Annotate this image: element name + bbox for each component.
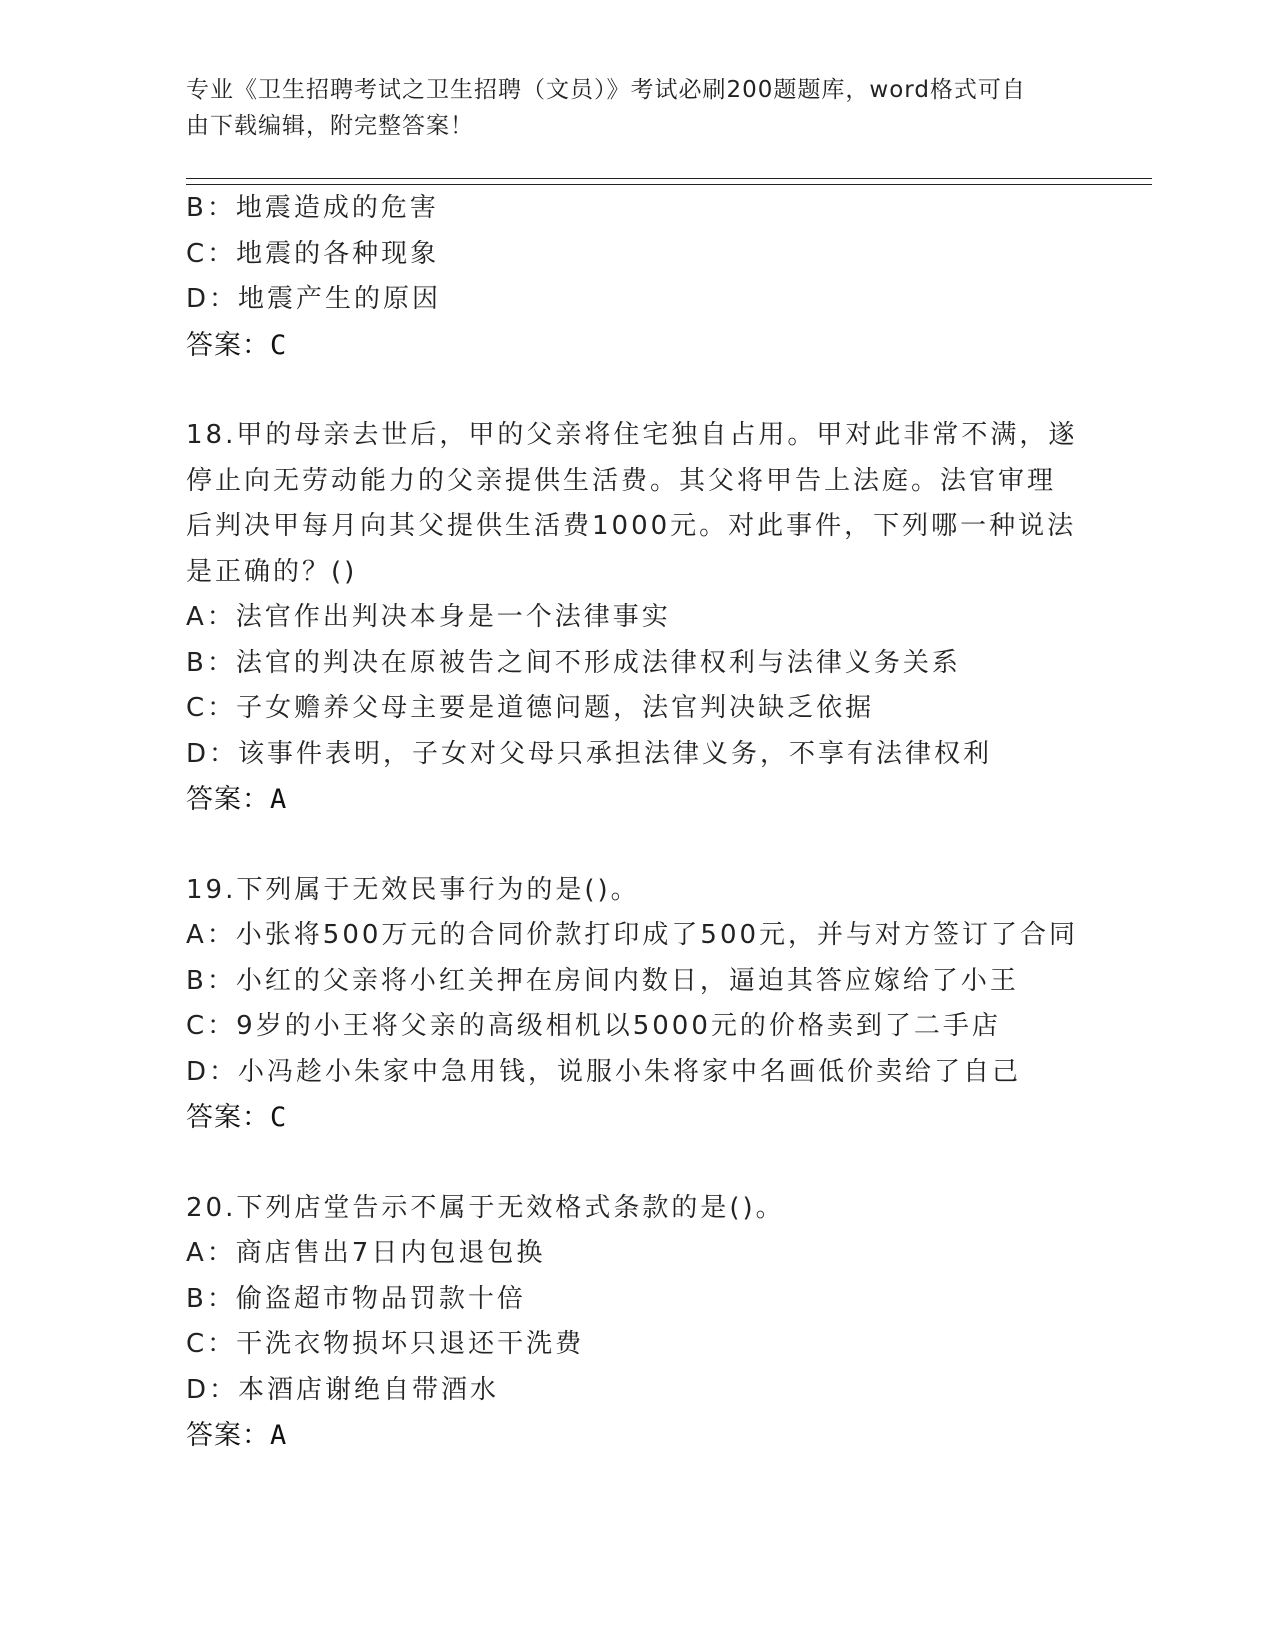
answer-value: A [270, 784, 288, 815]
option-b: B：小红的父亲将小红关押在房间内数日，逼迫其答应嫁给了小王 [186, 965, 1019, 996]
option-c: C：地震的各种现象 [186, 238, 440, 269]
answer-label: 答案： [186, 1102, 270, 1133]
question-19 [186, 868, 1106, 1141]
question-text-line: 18.甲的母亲去世后，甲的父亲将住宅独自占用。甲对此非常不满，遂 [186, 420, 1078, 450]
answer-label: 答案： [186, 329, 270, 361]
option-a: A：商店售出7日内包退包换 [186, 1238, 546, 1268]
answer-line [186, 1413, 1106, 1459]
question-text [186, 1186, 1106, 1232]
header-title-line-1: 专业《卫生招聘考试之卫生招聘（文员）》考试必刷200题题库，word格式可自 [186, 77, 1026, 103]
question-text-line: 是正确的？() [186, 556, 358, 587]
document-body [186, 186, 1106, 1459]
header-divider [186, 178, 1152, 185]
question-17-tail [186, 186, 1106, 368]
option-c: C：子女赡养父母主要是道德问题，法官判决缺乏依据 [186, 693, 875, 723]
question-text [186, 413, 1106, 595]
answer-label: 答案： [186, 784, 270, 815]
option-d: D：小冯趁小朱家中急用钱，说服小朱将家中名画低价卖给了自己 [186, 1056, 1022, 1087]
question-text-line: 停止向无劳动能力的父亲提供生活费。其父将甲告上法庭。法官审理 [186, 465, 1057, 496]
answer-line [186, 1095, 1106, 1141]
option-b: B：地震造成的危害 [186, 193, 439, 223]
option-d: D：该事件表明，子女对父母只承担法律义务，不享有法律权利 [186, 738, 993, 769]
option-b: B：法官的判决在原被告之间不形成法律权利与法律义务关系 [186, 647, 961, 678]
option-c: C：9岁的小王将父亲的高级相机以5000元的价格卖到了二手店 [186, 1011, 1001, 1041]
document-header [186, 72, 1066, 144]
option-d: D：本酒店谢绝自带酒水 [186, 1374, 500, 1405]
answer-value: C [270, 329, 288, 361]
question-18 [186, 413, 1106, 823]
option-b: B：偷盗超市物品罚款十倍 [186, 1283, 526, 1314]
question-text [186, 868, 1106, 914]
question-text-line: 后判决甲每月向其父提供生活费1000元。对此事件，下列哪一种说法 [186, 511, 1077, 541]
option-a: A：小张将500万元的合同价款打印成了500元，并与对方签订了合同 [186, 920, 1079, 950]
option-c: C：干洗衣物损坏只退还干洗费 [186, 1329, 585, 1359]
question-20 [186, 1186, 1106, 1459]
answer-line [186, 323, 1106, 369]
option-d: D：地震产生的原因 [186, 284, 442, 314]
answer-value: A [270, 1420, 288, 1451]
question-text-line: 19.下列属于无效民事行为的是()。 [186, 874, 640, 905]
question-text-line: 20.下列店堂告示不属于无效格式条款的是()。 [186, 1192, 785, 1223]
answer-value: C [270, 1102, 288, 1133]
answer-line [186, 777, 1106, 823]
header-title-line-2: 由下载编辑，附完整答案！ [186, 113, 474, 139]
answer-label: 答案： [186, 1420, 270, 1451]
option-a: A：法官作出判决本身是一个法律事实 [186, 602, 671, 632]
